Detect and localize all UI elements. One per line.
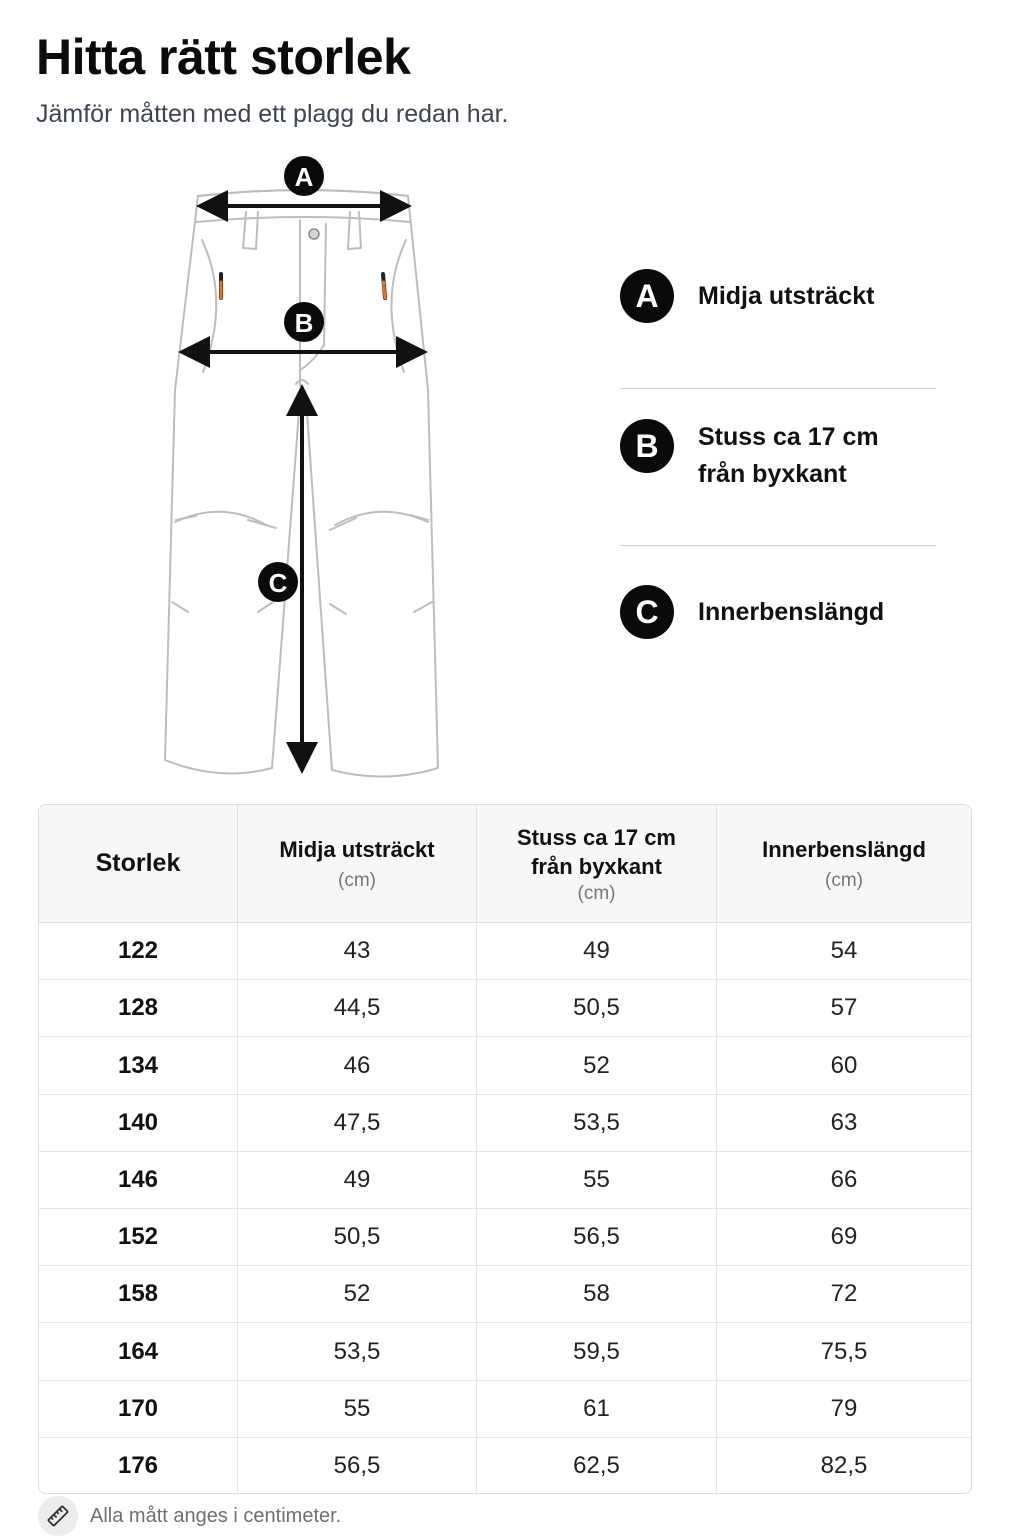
waist-cell: 52	[238, 1266, 477, 1322]
unit-label: (cm)	[577, 882, 616, 904]
legend-badge-b: B	[620, 419, 674, 473]
hip-cell: 52	[477, 1037, 717, 1093]
legend-label-waist: Midja utsträckt	[698, 281, 875, 310]
column-header-hip: Stuss ca 17 cm från byxkant (cm)	[477, 805, 717, 922]
measurement-legend	[620, 266, 936, 640]
table-row	[39, 1381, 971, 1438]
marker-badge-b	[284, 302, 324, 342]
inseam-cell: 82,5	[820, 1451, 868, 1479]
inseam-cell: 69	[830, 1223, 858, 1251]
inseam-cell: 63	[830, 1108, 858, 1136]
size-cell: 134	[39, 1037, 238, 1093]
column-header-inseam: Innerbenslängd (cm)	[762, 837, 926, 891]
marker-badge-a	[284, 156, 324, 196]
hip-cell: 56,5	[477, 1209, 717, 1265]
button-icon	[309, 229, 319, 239]
legend-item-waist	[620, 266, 936, 326]
table-row	[39, 980, 971, 1037]
svg-text:A: A	[294, 162, 314, 192]
table-row	[39, 1152, 971, 1209]
inseam-cell: 75,5	[820, 1337, 868, 1365]
inseam-cell: 54	[830, 937, 858, 965]
legend-divider	[620, 388, 936, 389]
table-body	[39, 923, 971, 1494]
table-row	[39, 1037, 971, 1094]
table-row	[39, 1438, 971, 1494]
size-cell: 176	[39, 1438, 238, 1494]
legend-badge-a: A	[620, 269, 674, 323]
table-header	[39, 805, 971, 923]
waist-cell: 44,5	[238, 980, 477, 1036]
page-subtitle: Jämför måtten med ett plagg du redan har.	[36, 100, 509, 128]
hip-cell: 53,5	[477, 1095, 717, 1151]
inseam-cell: 60	[830, 1051, 858, 1079]
legend-label-inseam: Innerbenslängd	[698, 597, 885, 626]
column-header-size: Storlek	[39, 805, 238, 922]
size-cell: 152	[39, 1209, 238, 1265]
size-cell: 170	[39, 1381, 238, 1437]
waist-cell: 49	[238, 1152, 477, 1208]
hip-cell: 62,5	[477, 1438, 717, 1494]
unit-label: (cm)	[338, 870, 376, 891]
legend-label-hip: Stuss ca 17 cm från byxkant	[698, 423, 879, 488]
legend-item-hip	[620, 417, 936, 495]
hip-cell: 49	[477, 923, 717, 979]
footnote-text: Alla mått anges i centimeter.	[90, 1504, 342, 1527]
size-cell: 158	[39, 1266, 238, 1322]
footnote	[38, 1496, 341, 1536]
page-title: Hitta rätt storlek	[36, 29, 411, 85]
waist-cell: 43	[238, 923, 477, 979]
inseam-cell: 57	[830, 994, 858, 1022]
inseam-cell: 66	[830, 1165, 858, 1193]
column-header-waist: Midja utsträckt (cm)	[238, 805, 477, 922]
size-cell: 128	[39, 980, 238, 1036]
table-row	[39, 1095, 971, 1152]
size-table	[38, 804, 972, 1494]
table-row	[39, 1323, 971, 1380]
hip-cell: 58	[477, 1266, 717, 1322]
waist-cell: 50,5	[238, 1209, 477, 1265]
waist-cell: 55	[238, 1381, 477, 1437]
waist-cell: 53,5	[238, 1323, 477, 1379]
size-cell: 146	[39, 1152, 238, 1208]
inseam-cell: 72	[830, 1280, 858, 1308]
legend-badge-c: C	[620, 585, 674, 639]
hip-cell: 55	[477, 1152, 717, 1208]
svg-text:B: B	[294, 308, 314, 338]
hip-cell: 50,5	[477, 980, 717, 1036]
unit-label: (cm)	[825, 870, 863, 891]
size-cell: 140	[39, 1095, 238, 1151]
table-row	[39, 1209, 971, 1266]
waist-cell: 56,5	[238, 1438, 477, 1494]
size-cell: 164	[39, 1323, 238, 1379]
marker-badge-c	[258, 562, 298, 602]
inseam-cell: 79	[830, 1394, 858, 1422]
waist-cell: 46	[238, 1037, 477, 1093]
zipper-icon	[221, 274, 385, 298]
table-row	[39, 923, 971, 980]
hip-cell: 59,5	[477, 1323, 717, 1379]
ruler-icon	[38, 1496, 78, 1536]
size-cell: 122	[39, 923, 238, 979]
legend-item-inseam	[620, 584, 936, 640]
svg-text:C: C	[268, 568, 288, 598]
legend-divider	[620, 545, 936, 546]
pants-illustration	[150, 150, 460, 790]
table-row	[39, 1266, 971, 1323]
hip-cell: 61	[477, 1381, 717, 1437]
waist-cell: 47,5	[238, 1095, 477, 1151]
